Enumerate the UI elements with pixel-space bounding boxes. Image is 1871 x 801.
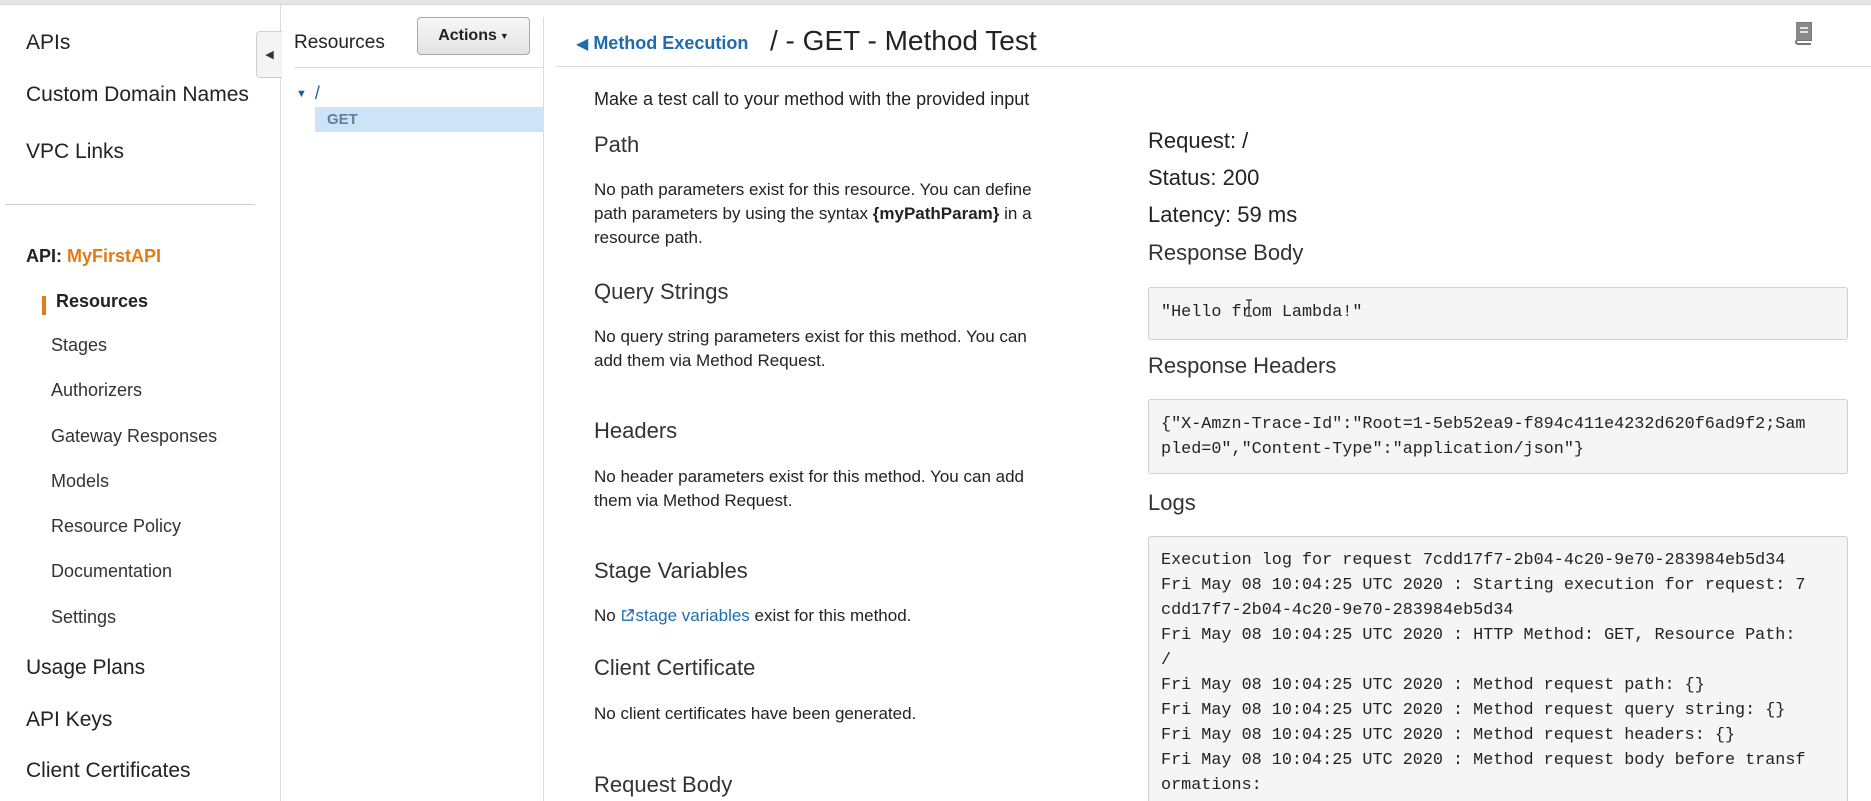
path-text-2a: path parameters by using the syntax [594, 204, 873, 223]
api-prefix: API: [26, 246, 62, 266]
nav-item-authorizers[interactable]: Authorizers [51, 380, 143, 400]
api-label [26, 246, 161, 267]
nav-item-resource-policy[interactable]: Resource Policy [51, 516, 182, 536]
response-latency: Latency: 59 ms [1148, 202, 1298, 227]
stage-variables-title: Stage Variables [594, 558, 748, 583]
query-strings-text [594, 325, 1054, 373]
query-text-line-1: No query string parameters exist for this method. You can [594, 327, 1027, 346]
request-body-title: Request Body [594, 772, 733, 797]
resource-tree-root[interactable] [296, 83, 320, 104]
response-body-title: Response Body [1148, 240, 1304, 265]
active-indicator [42, 296, 46, 315]
nav-item-gateway-responses[interactable]: Gateway Responses [51, 426, 218, 446]
query-strings-title: Query Strings [594, 279, 729, 304]
logs-title: Logs [1148, 490, 1196, 515]
nav-item-usage-plans[interactable]: Usage Plans [26, 656, 146, 679]
path-text-line-2 [594, 202, 1054, 226]
nav-item-api-keys[interactable]: API Keys [26, 708, 113, 731]
path-text-line-3: resource path. [594, 228, 703, 247]
actions-dropdown-button[interactable] [417, 17, 530, 55]
client-certificate-title: Client Certificate [594, 655, 756, 680]
nav-item-vpc-links[interactable]: VPC Links [26, 140, 125, 163]
query-text-line-2: add them via Method Request. [594, 351, 826, 370]
caret-left-icon: ◀ [265, 49, 274, 61]
nav-item-settings[interactable]: Settings [51, 607, 117, 627]
path-text-2c: in a [999, 204, 1032, 223]
caret-down-icon: ▼ [499, 31, 509, 41]
response-headers-box[interactable]: {"X-Amzn-Trace-Id":"Root=1-5eb52ea9-f894c411e4232d620f6ad9f2;Sam pled=0","Content-Type":"application/json"} [1148, 399, 1848, 474]
path-text-line-1: No path parameters exist for this resource. You can define [594, 180, 1032, 199]
back-link-label: Method Execution [593, 33, 749, 53]
nav-item-resources[interactable]: Resources [56, 291, 149, 311]
stage-text-pre: No [594, 606, 621, 625]
tree-expand-icon[interactable]: ▼ [296, 87, 307, 100]
headers-text-line-1: No header parameters exist for this method. You can add [594, 467, 1024, 486]
api-name-link[interactable]: MyFirstAPI [67, 246, 162, 266]
method-test-panel [556, 17, 1871, 801]
page-header [556, 17, 1871, 67]
path-section-text [594, 178, 1054, 250]
path-section-title: Path [594, 132, 640, 157]
nav-item-custom-domain-names[interactable]: Custom Domain Names [26, 83, 249, 106]
page-title: / - GET - Method Test [770, 25, 1037, 56]
client-certificate-text: No client certificates have been generated. [594, 704, 917, 723]
external-link-icon [620, 608, 635, 623]
nav-item-client-certificates[interactable]: Client Certificates [26, 759, 191, 782]
nav-item-stages[interactable]: Stages [51, 335, 108, 355]
resource-method-get[interactable]: GET [315, 107, 544, 132]
nav-item-models[interactable]: Models [51, 471, 110, 491]
logs-box[interactable]: Execution log for request 7cdd17f7-2b04-4c20-9e70-283984eb5d34 Fri May 08 10:04:25 UTC 2020 : Starting execution for request: 7 cdd17f7-2b04-4c20-9e70-283984eb5d34 Fri May 08 10:04:25 UTC 2020 : HTTP Method: GET, Resource Path: / Fri May 08 10:04:25 UTC 2020 : Method request path: {} Fri May 08 10:04:25 UTC 2020 : Method request query string: {} Fri May 08 10:04:25 UTC 2020 : Method request headers: {} Fri May 08 10:04:25 UTC 2020 : Method request body before transf ormations: [1148, 536, 1848, 801]
stage-variables-link[interactable] [620, 606, 749, 625]
response-headers-title: Response Headers [1148, 353, 1337, 378]
actions-label: Actions [438, 27, 497, 44]
response-status: Status: 200 [1148, 165, 1260, 190]
left-navigation [0, 5, 281, 801]
resources-panel [282, 17, 544, 801]
stage-text-post: exist for this method. [749, 606, 912, 625]
headers-title: Headers [594, 418, 678, 443]
resources-title: Resources [294, 32, 385, 53]
request-path: Request: / [1148, 128, 1249, 153]
root-path-label: / [314, 83, 320, 103]
method-execution-back-link[interactable] [576, 33, 748, 54]
stage-variables-text [594, 604, 1054, 628]
headers-text-line-2: them via Method Request. [594, 491, 793, 510]
headers-text [594, 465, 1054, 513]
resources-divider [294, 67, 544, 68]
stage-link-label: stage variables [635, 606, 750, 625]
collapse-nav-button[interactable] [256, 31, 282, 78]
test-description: Make a test call to your method with the provided input [594, 89, 1030, 109]
book-icon[interactable] [1790, 20, 1816, 46]
path-param-syntax: {myPathParam} [872, 204, 1000, 223]
text-cursor-icon [1244, 299, 1254, 317]
response-body-box[interactable]: "Hello from Lambda!" [1148, 287, 1848, 340]
nav-item-apis[interactable]: APIs [26, 31, 71, 54]
nav-divider [5, 204, 255, 205]
arrow-left-icon: ◀ [576, 35, 589, 53]
nav-item-documentation[interactable]: Documentation [51, 561, 173, 581]
